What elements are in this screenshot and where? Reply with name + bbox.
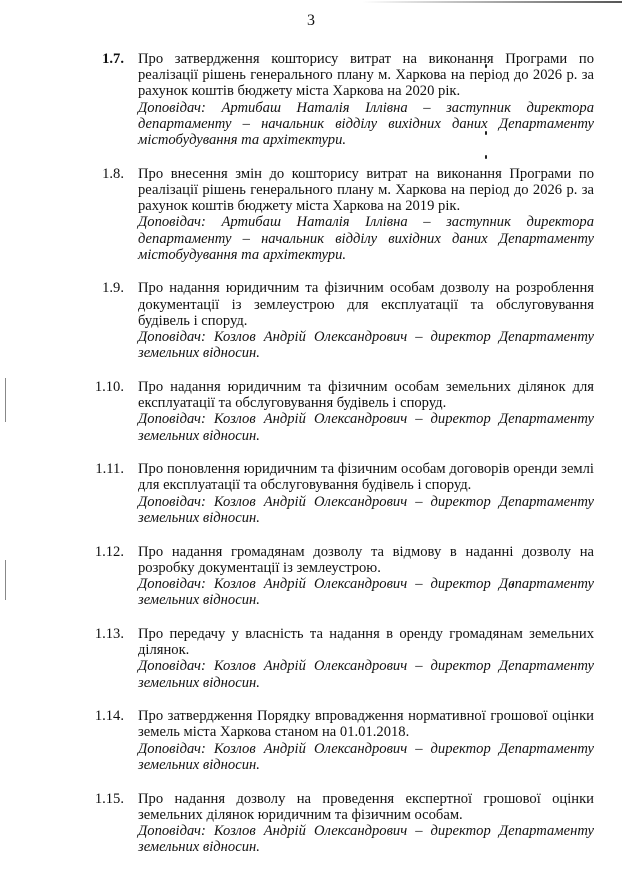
speaker-name: Козлов Андрій Олександрович – директор Департаменту земельних відносин. <box>138 658 594 691</box>
agenda-item-body <box>138 461 594 526</box>
agenda-item-speaker-line <box>138 411 594 443</box>
agenda-item <box>0 626 622 691</box>
agenda-item <box>0 51 622 148</box>
agenda-item-number: 1.9. <box>102 280 124 297</box>
agenda-item <box>0 166 622 263</box>
speaker-label: Доповідач: <box>138 329 206 346</box>
agenda-item-body <box>138 280 594 361</box>
speaker-name: Козлов Андрій Олександрович – директор Департаменту земельних відносин. <box>138 493 594 526</box>
agenda-item-speaker-line <box>138 214 594 263</box>
agenda-item-speaker-line <box>138 576 594 608</box>
agenda-item-speaker-line <box>138 741 594 773</box>
agenda-item <box>0 280 622 361</box>
agenda-item-title: Про надання громадянам дозволу та відмову в наданні дозволу на розробку документації із землеустрою. <box>138 543 594 576</box>
speaker-label: Доповідач: <box>138 99 206 116</box>
agenda-item <box>0 791 622 856</box>
speaker-name: Козлов Андрій Олександрович – директор Департаменту земельних відносин. <box>138 822 594 856</box>
agenda-item-number: 1.10. <box>94 378 124 395</box>
speaker-name: Артибаш Наталія Іллівна – заступник директора департаменту – начальник відділу вихідних даних Департаменту містобудування та архітектури. <box>138 99 594 149</box>
speaker-label: Доповідач: <box>138 658 206 675</box>
agenda-item-number: 1.13. <box>94 625 124 642</box>
agenda-item-body <box>138 166 594 263</box>
agenda-item-body <box>138 791 594 856</box>
agenda-item-number: 1.14. <box>94 708 124 725</box>
agenda-item-speaker-line <box>138 329 594 361</box>
agenda-item-title: Про затвердження кошторису витрат на виконання Програми по реалізації рішень генерального плану м. Харкова на період до 2026 р. за рахунок коштів бюджету міста Харкова на 2020 рік. <box>138 51 594 100</box>
scan-edge-rule <box>362 1 622 3</box>
speaker-label: Доповідач: <box>138 740 206 757</box>
speaker-name: Артибаш Наталія Іллівна – заступник директора департаменту – начальник відділу вихідних даних Департаменту містобудування та архітектури. <box>138 214 594 263</box>
speaker-label: Доповідач: <box>138 822 206 839</box>
speaker-label: Доповідач: <box>138 575 206 592</box>
speaker-name: Козлов Андрій Олександрович – директор Департаменту земельних відносин. <box>138 740 594 773</box>
agenda-item-body <box>138 708 594 773</box>
speaker-label: Доповідач: <box>138 493 206 510</box>
agenda-item-title: Про внесення змін до кошторису витрат на виконання Програми по реалізації рішень генерального плану м. Харкова на період до 2026 р. за рахунок коштів бюджету міста Харкова на 2019 рік. <box>138 165 594 215</box>
agenda-item-body <box>138 544 594 609</box>
agenda-item-speaker-line <box>138 494 594 526</box>
agenda-list <box>0 51 622 873</box>
agenda-item <box>0 379 622 444</box>
agenda-item-body <box>138 51 594 148</box>
agenda-item-title: Про затвердження Порядку впровадження нормативної грошової оцінки земель міста Харкова станом на 01.01.2018. <box>138 708 594 741</box>
agenda-item-number: 1.7. <box>102 51 124 67</box>
agenda-item-title: Про надання юридичним та фізичним особам земельних ділянок для експлуатації та обслуговування будівель і споруд. <box>138 378 594 412</box>
agenda-item-number: 1.8. <box>102 165 124 182</box>
page-number: 3 <box>307 12 315 29</box>
agenda-item-speaker-line <box>138 658 594 690</box>
agenda-item-number: 1.12. <box>94 543 124 560</box>
speaker-label: Доповідач: <box>138 411 206 428</box>
agenda-item-body <box>138 379 594 444</box>
agenda-item-speaker-line <box>138 100 594 149</box>
agenda-item-title: Про надання юридичним та фізичним особам дозволу на розроблення документації із землеустрою для експлуатації та обслуговування будівель і споруд. <box>138 280 594 329</box>
agenda-item-speaker-line <box>138 823 594 855</box>
speaker-name: Козлов Андрій Олександрович – директор Департаменту земельних відносин. <box>138 329 594 362</box>
agenda-item-title: Про передачу у власність та надання в оренду громадянам земельних ділянок. <box>138 625 594 659</box>
agenda-item-title: Про надання дозволу на проведення експертної грошової оцінки земельних ділянок юридичним та фізичним особам. <box>138 790 594 823</box>
agenda-item <box>0 461 622 526</box>
agenda-item-body <box>138 626 594 691</box>
agenda-item <box>0 708 622 773</box>
speaker-name: Козлов Андрій Олександрович – директор Департаменту земельних відносин. <box>138 575 594 609</box>
speaker-label: Доповідач: <box>138 214 206 231</box>
agenda-item-number: 1.11. <box>95 461 124 478</box>
agenda-item <box>0 544 622 609</box>
agenda-item-title: Про поновлення юридичним та фізичним особам договорів оренди землі для експлуатації та обслуговування будівель і споруд. <box>138 461 594 494</box>
speaker-name: Козлов Андрій Олександрович – директор Департаменту земельних відносин. <box>138 411 594 444</box>
agenda-item-number: 1.15. <box>94 790 124 807</box>
